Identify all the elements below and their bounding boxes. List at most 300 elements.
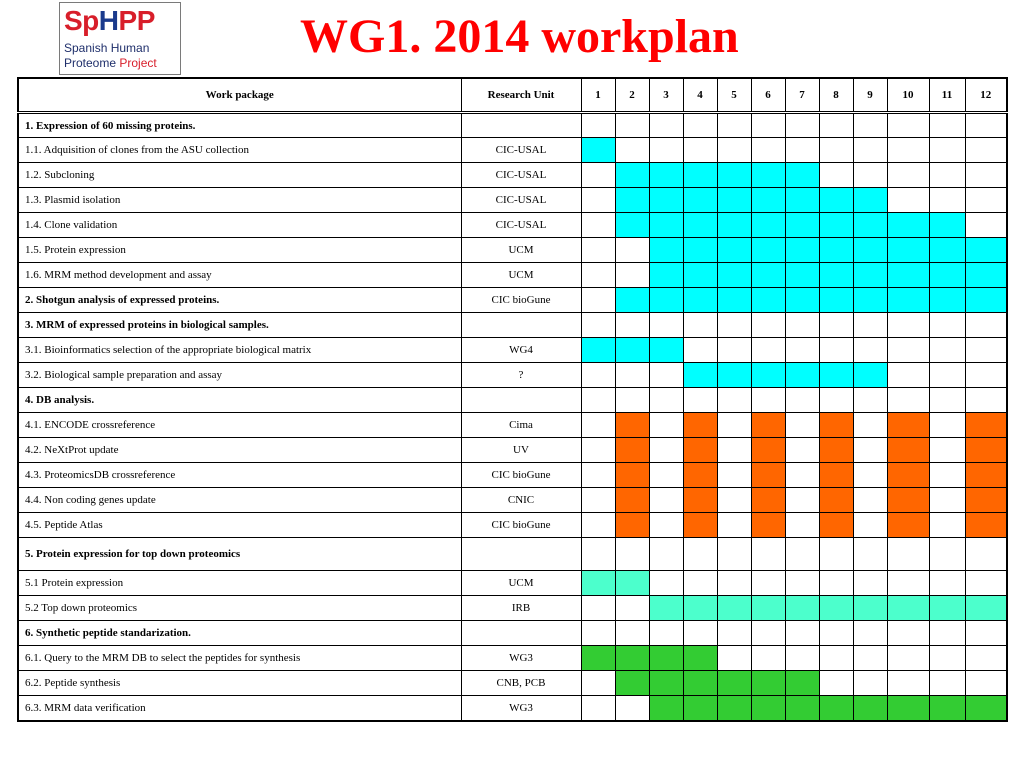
month-cell-active bbox=[819, 288, 853, 313]
month-cell bbox=[965, 538, 1007, 571]
month-cell bbox=[887, 138, 929, 163]
month-cell-active bbox=[929, 238, 965, 263]
month-cell bbox=[581, 463, 615, 488]
sphpp-logo bbox=[59, 2, 181, 75]
header-month-8: 8 bbox=[819, 78, 853, 113]
month-cell-active bbox=[615, 488, 649, 513]
work-package-cell: 1.5. Protein expression bbox=[18, 238, 461, 263]
month-cell bbox=[649, 138, 683, 163]
month-cell-active bbox=[683, 488, 717, 513]
month-cell-active bbox=[853, 263, 887, 288]
month-cell bbox=[965, 163, 1007, 188]
research-unit-cell: IRB bbox=[461, 596, 581, 621]
logo-line2-a: Proteome bbox=[64, 56, 120, 70]
month-cell bbox=[929, 463, 965, 488]
month-cell bbox=[581, 213, 615, 238]
month-cell bbox=[929, 113, 965, 138]
month-cell-active bbox=[649, 696, 683, 721]
month-cell bbox=[819, 646, 853, 671]
month-cell-active bbox=[887, 238, 929, 263]
month-cell-active bbox=[581, 646, 615, 671]
month-cell bbox=[887, 646, 929, 671]
month-cell-active bbox=[819, 513, 853, 538]
month-cell-active bbox=[785, 263, 819, 288]
research-unit-cell bbox=[461, 538, 581, 571]
month-cell-active bbox=[887, 438, 929, 463]
month-cell bbox=[965, 671, 1007, 696]
month-cell bbox=[887, 388, 929, 413]
month-cell-active bbox=[649, 238, 683, 263]
month-cell bbox=[887, 671, 929, 696]
month-cell bbox=[615, 696, 649, 721]
header-month-2: 2 bbox=[615, 78, 649, 113]
month-cell bbox=[649, 463, 683, 488]
month-cell bbox=[853, 313, 887, 338]
month-cell bbox=[887, 313, 929, 338]
month-cell bbox=[965, 313, 1007, 338]
workplan-table bbox=[17, 77, 1008, 722]
month-cell bbox=[581, 163, 615, 188]
month-cell bbox=[649, 313, 683, 338]
research-unit-cell: CIC bioGune bbox=[461, 463, 581, 488]
month-cell bbox=[785, 388, 819, 413]
month-cell bbox=[853, 338, 887, 363]
month-cell-active bbox=[819, 596, 853, 621]
month-cell-active bbox=[965, 288, 1007, 313]
month-cell-active bbox=[615, 213, 649, 238]
month-cell-active bbox=[615, 338, 649, 363]
month-cell-active bbox=[615, 646, 649, 671]
month-cell-active bbox=[683, 163, 717, 188]
research-unit-cell: UV bbox=[461, 438, 581, 463]
header-research-unit: Research Unit bbox=[461, 78, 581, 113]
month-cell bbox=[853, 438, 887, 463]
table-row bbox=[18, 438, 1007, 463]
month-cell-active bbox=[683, 596, 717, 621]
month-cell bbox=[615, 596, 649, 621]
month-cell bbox=[819, 138, 853, 163]
header-month-5: 5 bbox=[717, 78, 751, 113]
month-cell-active bbox=[615, 513, 649, 538]
month-cell-active bbox=[929, 263, 965, 288]
month-cell-active bbox=[751, 238, 785, 263]
logo-line2-b: Project bbox=[119, 56, 157, 70]
month-cell-active bbox=[581, 138, 615, 163]
month-cell bbox=[717, 571, 751, 596]
month-cell bbox=[785, 313, 819, 338]
month-cell bbox=[929, 338, 965, 363]
month-cell bbox=[581, 313, 615, 338]
month-cell bbox=[929, 438, 965, 463]
month-cell bbox=[819, 338, 853, 363]
month-cell bbox=[683, 313, 717, 338]
month-cell-active bbox=[751, 671, 785, 696]
month-cell-active bbox=[717, 163, 751, 188]
work-package-cell: 6.1. Query to the MRM DB to select the peptides for synthesis bbox=[18, 646, 461, 671]
month-cell bbox=[717, 463, 751, 488]
month-cell bbox=[581, 513, 615, 538]
month-cell bbox=[717, 313, 751, 338]
month-cell bbox=[965, 646, 1007, 671]
month-cell bbox=[965, 188, 1007, 213]
logo-h: H bbox=[98, 5, 119, 36]
month-cell bbox=[785, 621, 819, 646]
month-cell bbox=[751, 313, 785, 338]
month-cell bbox=[751, 571, 785, 596]
month-cell-active bbox=[819, 188, 853, 213]
month-cell bbox=[615, 363, 649, 388]
month-cell bbox=[887, 163, 929, 188]
month-cell-active bbox=[615, 188, 649, 213]
month-cell-active bbox=[751, 288, 785, 313]
month-cell bbox=[649, 113, 683, 138]
month-cell-active bbox=[965, 238, 1007, 263]
table-row bbox=[18, 363, 1007, 388]
month-cell bbox=[751, 538, 785, 571]
month-cell bbox=[717, 338, 751, 363]
month-cell bbox=[581, 238, 615, 263]
work-package-cell: 1. Expression of 60 missing proteins. bbox=[18, 113, 461, 138]
research-unit-cell: CNB, PCB bbox=[461, 671, 581, 696]
month-cell-active bbox=[615, 288, 649, 313]
month-cell-active bbox=[853, 288, 887, 313]
work-package-cell: 3. MRM of expressed proteins in biological samples. bbox=[18, 313, 461, 338]
month-cell bbox=[649, 513, 683, 538]
month-cell bbox=[853, 671, 887, 696]
month-cell-active bbox=[683, 646, 717, 671]
month-cell bbox=[965, 113, 1007, 138]
table-row bbox=[18, 213, 1007, 238]
table-body bbox=[18, 113, 1007, 721]
month-cell-active bbox=[683, 671, 717, 696]
month-cell bbox=[615, 621, 649, 646]
month-cell bbox=[853, 388, 887, 413]
table-row bbox=[18, 571, 1007, 596]
month-cell-active bbox=[785, 596, 819, 621]
month-cell-active bbox=[887, 513, 929, 538]
work-package-cell: 4.2. NeXtProt update bbox=[18, 438, 461, 463]
table-row bbox=[18, 488, 1007, 513]
work-package-cell: 1.6. MRM method development and assay bbox=[18, 263, 461, 288]
research-unit-cell: CIC-USAL bbox=[461, 163, 581, 188]
research-unit-cell: ? bbox=[461, 363, 581, 388]
header-work-package: Work package bbox=[18, 78, 461, 113]
table-row bbox=[18, 463, 1007, 488]
month-cell-active bbox=[683, 213, 717, 238]
month-cell-active bbox=[965, 438, 1007, 463]
month-cell-active bbox=[649, 188, 683, 213]
work-package-cell: 4.4. Non coding genes update bbox=[18, 488, 461, 513]
month-cell-active bbox=[751, 163, 785, 188]
month-cell bbox=[819, 388, 853, 413]
month-cell-active bbox=[717, 671, 751, 696]
month-cell bbox=[965, 213, 1007, 238]
month-cell bbox=[887, 338, 929, 363]
month-cell bbox=[581, 596, 615, 621]
work-package-cell: 5.2 Top down proteomics bbox=[18, 596, 461, 621]
month-cell-active bbox=[853, 363, 887, 388]
month-cell bbox=[581, 621, 615, 646]
month-cell bbox=[965, 338, 1007, 363]
month-cell-active bbox=[649, 338, 683, 363]
month-cell bbox=[929, 138, 965, 163]
month-cell bbox=[751, 138, 785, 163]
month-cell bbox=[819, 538, 853, 571]
month-cell-active bbox=[853, 596, 887, 621]
month-cell bbox=[615, 313, 649, 338]
month-cell bbox=[887, 188, 929, 213]
work-package-cell: 6. Synthetic peptide standarization. bbox=[18, 621, 461, 646]
month-cell-active bbox=[683, 696, 717, 721]
month-cell bbox=[615, 238, 649, 263]
month-cell bbox=[615, 388, 649, 413]
work-package-cell: 4.3. ProteomicsDB crossreference bbox=[18, 463, 461, 488]
month-cell bbox=[853, 488, 887, 513]
month-cell bbox=[887, 113, 929, 138]
month-cell-active bbox=[785, 238, 819, 263]
month-cell-active bbox=[887, 696, 929, 721]
page-title: WG1. 2014 workplan bbox=[300, 10, 739, 63]
month-cell bbox=[929, 388, 965, 413]
month-cell bbox=[929, 313, 965, 338]
month-cell-active bbox=[929, 596, 965, 621]
month-cell-active bbox=[965, 596, 1007, 621]
table-row bbox=[18, 696, 1007, 721]
month-cell bbox=[581, 696, 615, 721]
month-cell-active bbox=[785, 288, 819, 313]
month-cell bbox=[581, 488, 615, 513]
work-package-cell: 5. Protein expression for top down proteomics bbox=[18, 538, 461, 571]
month-cell-active bbox=[649, 596, 683, 621]
month-cell-active bbox=[615, 163, 649, 188]
month-cell bbox=[785, 463, 819, 488]
table-row bbox=[18, 163, 1007, 188]
table-row bbox=[18, 288, 1007, 313]
month-cell-active bbox=[929, 213, 965, 238]
month-cell bbox=[819, 671, 853, 696]
month-cell bbox=[615, 538, 649, 571]
table-row bbox=[18, 388, 1007, 413]
month-cell bbox=[581, 363, 615, 388]
month-cell-active bbox=[615, 463, 649, 488]
research-unit-cell bbox=[461, 621, 581, 646]
month-cell bbox=[785, 113, 819, 138]
work-package-cell: 6.3. MRM data verification bbox=[18, 696, 461, 721]
month-cell-active bbox=[683, 463, 717, 488]
month-cell bbox=[717, 138, 751, 163]
month-cell bbox=[785, 646, 819, 671]
month-cell-active bbox=[887, 263, 929, 288]
table-row bbox=[18, 263, 1007, 288]
month-cell bbox=[649, 388, 683, 413]
month-cell-active bbox=[785, 696, 819, 721]
table-row bbox=[18, 113, 1007, 138]
month-cell-active bbox=[683, 188, 717, 213]
month-cell bbox=[717, 438, 751, 463]
header-month-12: 12 bbox=[965, 78, 1007, 113]
month-cell-active bbox=[649, 288, 683, 313]
month-cell-active bbox=[683, 413, 717, 438]
logo-line2 bbox=[64, 56, 157, 70]
month-cell bbox=[683, 621, 717, 646]
month-cell bbox=[929, 163, 965, 188]
table-row bbox=[18, 621, 1007, 646]
month-cell bbox=[649, 363, 683, 388]
research-unit-cell: UCM bbox=[461, 263, 581, 288]
month-cell-active bbox=[649, 163, 683, 188]
month-cell bbox=[965, 388, 1007, 413]
table-row bbox=[18, 646, 1007, 671]
month-cell-active bbox=[683, 288, 717, 313]
month-cell bbox=[785, 488, 819, 513]
month-cell bbox=[717, 488, 751, 513]
month-cell-active bbox=[751, 513, 785, 538]
month-cell-active bbox=[819, 413, 853, 438]
work-package-cell: 4.5. Peptide Atlas bbox=[18, 513, 461, 538]
work-package-cell: 1.4. Clone validation bbox=[18, 213, 461, 238]
month-cell bbox=[887, 621, 929, 646]
month-cell bbox=[819, 163, 853, 188]
month-cell-active bbox=[615, 671, 649, 696]
month-cell bbox=[581, 388, 615, 413]
month-cell bbox=[615, 113, 649, 138]
month-cell-active bbox=[887, 213, 929, 238]
header-month-6: 6 bbox=[751, 78, 785, 113]
month-cell-active bbox=[929, 696, 965, 721]
month-cell bbox=[853, 646, 887, 671]
month-cell bbox=[965, 138, 1007, 163]
month-cell bbox=[887, 363, 929, 388]
month-cell bbox=[717, 646, 751, 671]
month-cell-active bbox=[853, 213, 887, 238]
month-cell bbox=[929, 363, 965, 388]
month-cell bbox=[853, 571, 887, 596]
table-row bbox=[18, 138, 1007, 163]
table-row bbox=[18, 596, 1007, 621]
month-cell-active bbox=[751, 463, 785, 488]
month-cell-active bbox=[819, 363, 853, 388]
work-package-cell: 2. Shotgun analysis of expressed proteins. bbox=[18, 288, 461, 313]
month-cell bbox=[751, 646, 785, 671]
month-cell bbox=[751, 113, 785, 138]
month-cell-active bbox=[581, 338, 615, 363]
month-cell bbox=[785, 538, 819, 571]
month-cell-active bbox=[717, 263, 751, 288]
month-cell-active bbox=[649, 646, 683, 671]
month-cell bbox=[751, 338, 785, 363]
research-unit-cell: WG3 bbox=[461, 696, 581, 721]
month-cell bbox=[717, 113, 751, 138]
month-cell bbox=[819, 621, 853, 646]
research-unit-cell: UCM bbox=[461, 571, 581, 596]
month-cell bbox=[649, 571, 683, 596]
research-unit-cell: CIC bioGune bbox=[461, 288, 581, 313]
logo-sp: Sp bbox=[64, 5, 99, 36]
header-month-4: 4 bbox=[683, 78, 717, 113]
table-row bbox=[18, 513, 1007, 538]
header-month-11: 11 bbox=[929, 78, 965, 113]
month-cell bbox=[785, 338, 819, 363]
month-cell bbox=[649, 438, 683, 463]
month-cell bbox=[581, 288, 615, 313]
work-package-cell: 1.3. Plasmid isolation bbox=[18, 188, 461, 213]
month-cell-active bbox=[615, 438, 649, 463]
month-cell-active bbox=[887, 288, 929, 313]
month-cell bbox=[853, 163, 887, 188]
month-cell bbox=[853, 138, 887, 163]
table-row bbox=[18, 313, 1007, 338]
month-cell-active bbox=[717, 696, 751, 721]
month-cell-active bbox=[819, 696, 853, 721]
month-cell-active bbox=[887, 463, 929, 488]
work-package-cell: 1.2. Subcloning bbox=[18, 163, 461, 188]
work-package-cell: 4.1. ENCODE crossreference bbox=[18, 413, 461, 438]
month-cell-active bbox=[819, 263, 853, 288]
month-cell bbox=[649, 621, 683, 646]
research-unit-cell bbox=[461, 113, 581, 138]
month-cell-active bbox=[751, 263, 785, 288]
month-cell-active bbox=[929, 288, 965, 313]
month-cell-active bbox=[785, 163, 819, 188]
month-cell bbox=[717, 621, 751, 646]
month-cell bbox=[785, 138, 819, 163]
month-cell-active bbox=[649, 213, 683, 238]
month-cell bbox=[581, 188, 615, 213]
month-cell bbox=[751, 388, 785, 413]
logo-wordmark bbox=[64, 4, 155, 38]
header-month-3: 3 bbox=[649, 78, 683, 113]
month-cell bbox=[929, 538, 965, 571]
research-unit-cell: WG3 bbox=[461, 646, 581, 671]
month-cell-active bbox=[683, 363, 717, 388]
month-cell bbox=[853, 621, 887, 646]
month-cell-active bbox=[887, 413, 929, 438]
research-unit-cell: CNIC bbox=[461, 488, 581, 513]
research-unit-cell: CIC-USAL bbox=[461, 138, 581, 163]
month-cell-active bbox=[785, 363, 819, 388]
work-package-cell: 5.1 Protein expression bbox=[18, 571, 461, 596]
month-cell bbox=[683, 538, 717, 571]
month-cell bbox=[717, 538, 751, 571]
month-cell-active bbox=[965, 488, 1007, 513]
month-cell-active bbox=[683, 263, 717, 288]
table-row bbox=[18, 671, 1007, 696]
month-cell bbox=[929, 571, 965, 596]
month-cell-active bbox=[751, 213, 785, 238]
month-cell-active bbox=[887, 596, 929, 621]
table-row bbox=[18, 188, 1007, 213]
month-cell bbox=[965, 363, 1007, 388]
month-cell-active bbox=[819, 488, 853, 513]
month-cell bbox=[717, 413, 751, 438]
month-cell-active bbox=[581, 571, 615, 596]
header-month-1: 1 bbox=[581, 78, 615, 113]
month-cell-active bbox=[965, 696, 1007, 721]
month-cell-active bbox=[751, 413, 785, 438]
table-header bbox=[18, 78, 1007, 113]
table-row bbox=[18, 338, 1007, 363]
month-cell bbox=[751, 621, 785, 646]
header-month-7: 7 bbox=[785, 78, 819, 113]
month-cell-active bbox=[717, 213, 751, 238]
month-cell bbox=[819, 313, 853, 338]
month-cell bbox=[717, 388, 751, 413]
month-cell-active bbox=[615, 571, 649, 596]
month-cell-active bbox=[785, 671, 819, 696]
month-cell-active bbox=[717, 596, 751, 621]
month-cell bbox=[819, 113, 853, 138]
month-cell bbox=[683, 338, 717, 363]
